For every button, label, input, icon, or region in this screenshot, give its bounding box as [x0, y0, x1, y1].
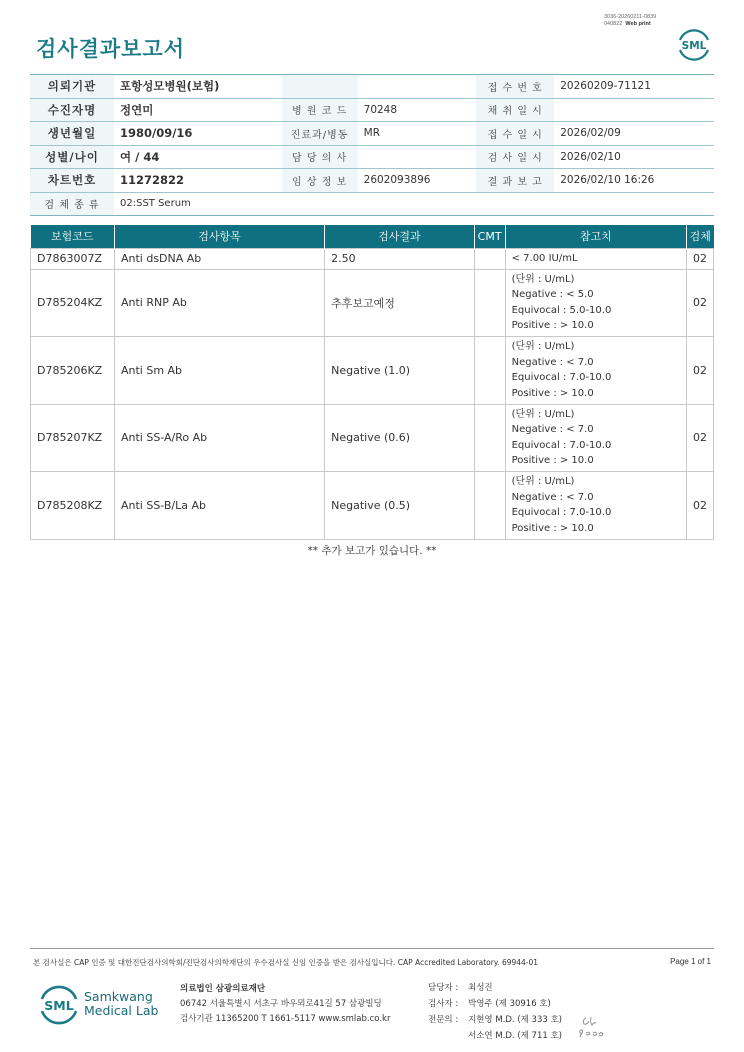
end-note: ** 추가 보고가 있습니다. ** — [307, 545, 437, 557]
reference-line: (단위 : U/mL) — [511, 341, 575, 353]
org-contact: 검사기관 11365200 T 1661-5117 www.smlab.co.kr — [180, 1014, 391, 1024]
organization-info — [180, 982, 390, 1027]
reference-line: < 7.00 IU/mL — [511, 252, 578, 264]
cmt-cell — [474, 472, 505, 540]
brand-line1: Samkwang — [84, 989, 153, 1004]
info-label: 결 과 보 고 — [476, 169, 554, 193]
sml-logo-text: SML — [681, 40, 707, 52]
reference-line: Equivocal : 5.0-10.0 — [511, 304, 612, 316]
reference-line: Negative : < 7.0 — [511, 424, 594, 436]
header-specimen: 검체 — [686, 225, 713, 248]
certification-text: 본 검사실은 CAP 인증 및 대한진단검사의학회/진단검사의학재단의 우수검사실 신임 인증을 받은 검사실입니다. CAP Accredited Laboratory. 69944-01 — [33, 958, 539, 967]
info-value: 2602093896 — [358, 169, 477, 193]
reference-cell — [505, 248, 686, 269]
table-row — [31, 472, 714, 540]
reference-line: (단위 : U/mL) — [511, 476, 575, 488]
info-value — [358, 75, 477, 99]
org-address: 06742 서울특별시 서초구 바우뫼로41길 57 삼광빌딩 — [180, 999, 382, 1009]
reference-cell — [505, 269, 686, 337]
org-name: 의료법인 삼광의료재단 — [180, 984, 266, 994]
info-value: 여 / 44 — [114, 145, 282, 169]
info-value — [358, 145, 477, 169]
test-item-cell: Anti Sm Ab — [114, 337, 324, 405]
info-label: 담 당 의 사 — [282, 145, 358, 169]
test-item-cell: Anti dsDNA Ab — [114, 248, 324, 269]
info-label: 생년월일 — [30, 122, 114, 146]
reference-line: Equivocal : 7.0-10.0 — [511, 507, 612, 519]
table-row — [31, 248, 714, 269]
reference-cell — [505, 404, 686, 472]
insurance-code-cell: D785208KZ — [31, 472, 115, 540]
specimen-label: 검 체 종 류 — [30, 192, 114, 215]
info-value: 11272822 — [114, 169, 282, 193]
cmt-cell — [474, 337, 505, 405]
info-value: MR — [358, 122, 477, 146]
info-row — [30, 169, 714, 193]
specimen-value: 02:SST Serum — [114, 192, 714, 215]
brand-name — [84, 990, 158, 1018]
cmt-cell — [474, 269, 505, 337]
samkwang-logo-icon — [36, 982, 82, 1026]
info-value: 20260209-71121 — [554, 75, 714, 99]
reference-cell — [505, 337, 686, 405]
specimen-cell: 02 — [686, 472, 713, 540]
info-label: 임 상 정 보 — [282, 169, 358, 193]
info-label: 차트번호 — [30, 169, 114, 193]
specimen-cell: 02 — [686, 269, 713, 337]
staff-row: 담당자 : 최성진 — [428, 983, 493, 993]
test-item-cell: Anti SS-A/Ro Ab — [114, 404, 324, 472]
info-value: 정연미 — [114, 98, 282, 122]
results-table — [30, 225, 714, 540]
reference-line: Negative : < 7.0 — [511, 491, 594, 503]
reference-line: Negative : < 5.0 — [511, 289, 594, 301]
document-id-line1: 3036-20260211-0839 — [604, 14, 657, 20]
header-insurance-code: 보험코드 — [31, 225, 115, 248]
header-cmt: CMT — [474, 225, 505, 248]
staff-row: 검사자 : 박영주 (제 30916 호) — [428, 999, 551, 1009]
document-id-line2: 040822 — [604, 21, 623, 27]
header-test-item: 검사항목 — [114, 225, 324, 248]
samkwang-logo-text: SML — [44, 998, 74, 1013]
reference-line: Negative : < 7.0 — [511, 356, 594, 368]
info-value: 2026/02/10 16:26 — [554, 169, 714, 193]
staff-row: 전문의 : 지현영 M.D. (제 333 호) — [428, 1015, 563, 1025]
info-value: 70248 — [358, 98, 477, 122]
info-row — [30, 145, 714, 169]
page-number: Page 1 of 1 — [670, 957, 711, 966]
table-row — [31, 337, 714, 405]
sml-logo-icon — [674, 26, 714, 62]
test-result-cell: 2.50 — [325, 248, 475, 269]
reference-line: Equivocal : 7.0-10.0 — [511, 439, 612, 451]
info-label: 검 사 일 시 — [476, 145, 554, 169]
staff-row: 서소연 M.D. (제 711 호) — [468, 1031, 563, 1041]
info-value: 2026/02/10 — [554, 145, 714, 169]
header-test-result: 검사결과 — [325, 225, 475, 248]
insurance-code-cell: D785204KZ — [31, 269, 115, 337]
table-row — [31, 404, 714, 472]
info-label: 접 수 일 시 — [476, 122, 554, 146]
info-row-specimen — [30, 192, 714, 215]
test-item-cell: Anti SS-B/La Ab — [114, 472, 324, 540]
insurance-code-cell: D785207KZ — [31, 404, 115, 472]
reference-line: Positive : > 10.0 — [511, 522, 594, 534]
info-label: 수진자명 — [30, 98, 114, 122]
cmt-cell — [474, 404, 505, 472]
info-label — [282, 75, 358, 99]
staff-list — [428, 980, 562, 1044]
info-label: 진료과/병동 — [282, 122, 358, 146]
web-print-label: Web print — [625, 21, 651, 27]
brand-line2: Medical Lab — [84, 1003, 159, 1018]
info-row — [30, 122, 714, 146]
test-item-cell: Anti RNP Ab — [114, 269, 324, 337]
footer-divider — [30, 948, 714, 949]
patient-info-table — [30, 74, 714, 216]
reference-cell — [505, 472, 686, 540]
reference-line: Positive : > 10.0 — [511, 320, 594, 332]
document-id — [604, 14, 656, 28]
test-result-cell: Negative (0.6) — [325, 404, 475, 472]
info-value: 2026/02/09 — [554, 122, 714, 146]
info-value — [554, 98, 714, 122]
info-value: 1980/09/16 — [114, 122, 282, 146]
table-row — [31, 269, 714, 337]
header-reference: 참고치 — [505, 225, 686, 248]
reference-line: Positive : > 10.0 — [511, 455, 594, 467]
specimen-cell: 02 — [686, 404, 713, 472]
info-row — [30, 98, 714, 122]
results-header-row — [31, 225, 714, 248]
reference-line: (단위 : U/mL) — [511, 273, 575, 285]
signature-icon — [576, 1008, 612, 1042]
specimen-cell: 02 — [686, 248, 713, 269]
specimen-cell: 02 — [686, 337, 713, 405]
cmt-cell — [474, 248, 505, 269]
test-result-cell: 추후보고예정 — [325, 269, 475, 337]
reference-line: (단위 : U/mL) — [511, 408, 575, 420]
info-label: 접 수 번 호 — [476, 75, 554, 99]
reference-line: Equivocal : 7.0-10.0 — [511, 372, 612, 384]
info-value: 포항성모병원(보험) — [114, 75, 282, 99]
insurance-code-cell: D7863007Z — [31, 248, 115, 269]
info-label: 의뢰기관 — [30, 75, 114, 99]
test-result-cell: Negative (0.5) — [325, 472, 475, 540]
info-row — [30, 75, 714, 99]
info-label: 성별/나이 — [30, 145, 114, 169]
reference-line: Positive : > 10.0 — [511, 387, 594, 399]
info-label: 병 원 코 드 — [282, 98, 358, 122]
test-result-cell: Negative (1.0) — [325, 337, 475, 405]
insurance-code-cell: D785206KZ — [31, 337, 115, 405]
info-label: 채 취 일 시 — [476, 98, 554, 122]
page-title: 검사결과보고서 — [36, 37, 186, 61]
